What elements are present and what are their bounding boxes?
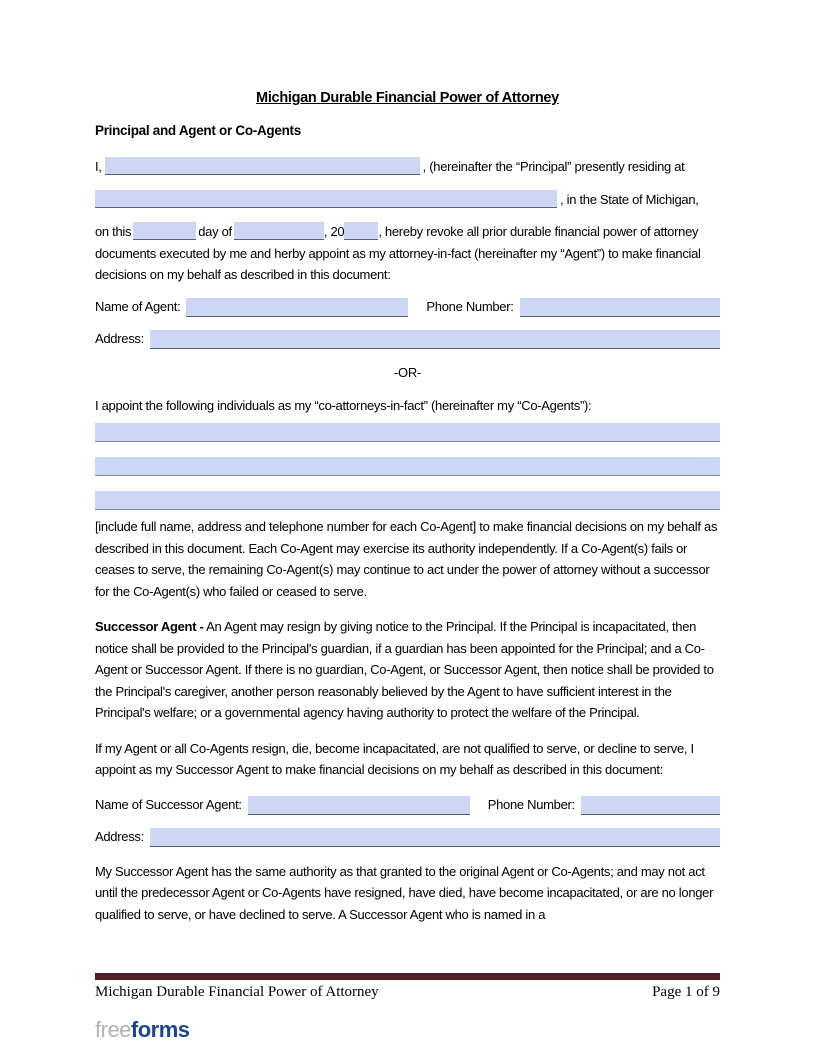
- document-content: [95, 0, 720, 936]
- successor-name-field[interactable]: [248, 796, 470, 815]
- day-of-text: day of: [198, 224, 232, 239]
- freeforms-logo: [95, 1017, 190, 1043]
- successor-agent-body: An Agent may resign by giving notice to the Principal. If the Principal is incapacitated, then notice shall be provided to the Principal's guardian, if a guardian has been appointed for the Principal; and a Co-Agent or Successor Agent. If there is no guardian, Co-Agent, or Successor Agent, then notice shall be provided to the Principal's caregiver, another person reasonably believed by the Agent to have sufficient interest in the Principal's welfare; or a governmental agency having authority to protect the welfare of the Principal.: [95, 619, 714, 720]
- successor-phone-field[interactable]: [581, 796, 720, 815]
- successor-authority-paragraph: My Successor Agent has the same authority as that granted to the original Agent or Co-Agents; and may not act until the predecessor Agent or Co-Agents have resigned, have died, have become incapacitated, or are no longer qualified to serve, or have declined to serve. A Successor Agent who is named in a: [95, 863, 714, 922]
- footer-page-number: Page 1 of 9: [652, 984, 720, 1000]
- agent-address-row: [95, 329, 720, 349]
- footer-doc-title: Michigan Durable Financial Power of Attorney: [95, 984, 379, 1000]
- logo-free-text: free: [95, 1017, 131, 1042]
- principal-address-line: [95, 189, 720, 211]
- day-field[interactable]: [133, 222, 196, 240]
- co-agents-intro: I appoint the following individuals as my “co-attorneys-in-fact” (hereinafter my “Co-Agents”):: [95, 397, 592, 413]
- agent-name-field[interactable]: [186, 298, 408, 317]
- successor-agent-lead: Successor Agent -: [95, 619, 204, 634]
- on-this-text: on this: [95, 224, 132, 239]
- revoke-text: , hereby revoke all prior durable financial power of attorney documents executed by me and herby appoint as my attorney-in-fact (hereinafter my “Agent”) to make financial decisions on my behalf as described in this document:: [95, 224, 701, 282]
- agent-name-phone-row: [95, 297, 720, 317]
- co-agents-note: [include full name, address and telephone number for each Co-Agent] to make financial decisions on my behalf as described in this document. Each Co-Agent may exercise its authority independently. If a Co-Agent(s) fails or ceases to serve, the remaining Co-Agent(s) may continue to act under the power of attorney without a successor for the Co-Agent(s) who failed or ceased to serve.: [95, 519, 718, 599]
- co-agent-line-1-field[interactable]: [95, 423, 720, 442]
- successor-agent-paragraph: [95, 616, 720, 724]
- co-agent-line-2-field[interactable]: [95, 457, 720, 476]
- successor-phone-label: Phone Number:: [487, 796, 575, 812]
- month-field[interactable]: [234, 222, 324, 240]
- or-divider: -OR-: [394, 364, 421, 380]
- agent-phone-field[interactable]: [520, 298, 720, 317]
- page-footer: [95, 984, 720, 1001]
- agent-address-field[interactable]: [150, 330, 720, 349]
- successor-appoint-paragraph: If my Agent or all Co-Agents resign, die, become incapacitated, are not qualified to serve, or decline to serve, I appoint as my Successor Agent to make financial decisions on my behalf as described in this document:: [95, 740, 694, 777]
- page-title: Michigan Durable Financial Power of Attorney: [256, 90, 559, 106]
- agent-name-label: Name of Agent:: [95, 298, 181, 314]
- successor-address-label: Address:: [95, 828, 144, 844]
- co-agent-line-3-field[interactable]: [95, 491, 720, 510]
- agent-phone-label: Phone Number:: [426, 298, 514, 314]
- principal-address-field[interactable]: [95, 190, 557, 208]
- year-prefix-text: , 20: [323, 224, 345, 239]
- successor-name-label: Name of Successor Agent:: [95, 796, 242, 812]
- year-field[interactable]: [344, 222, 378, 240]
- principal-name-line: [95, 156, 720, 178]
- date-revocation-paragraph: [95, 221, 720, 286]
- successor-address-field[interactable]: [150, 828, 720, 847]
- successor-name-phone-row: [95, 795, 720, 815]
- section-heading-principal-agent: Principal and Agent or Co-Agents: [95, 123, 301, 138]
- i-prefix: I,: [95, 159, 102, 174]
- logo-forms-text: forms: [130, 1017, 190, 1042]
- successor-address-row: [95, 827, 720, 847]
- after-address-text: , in the State of Michigan,: [560, 191, 699, 207]
- agent-address-label: Address:: [95, 330, 144, 346]
- principal-name-field[interactable]: [105, 157, 420, 175]
- footer-divider-bar: [95, 973, 720, 980]
- after-name-text: , (hereinafter the “Principal” presently residing at: [422, 159, 685, 174]
